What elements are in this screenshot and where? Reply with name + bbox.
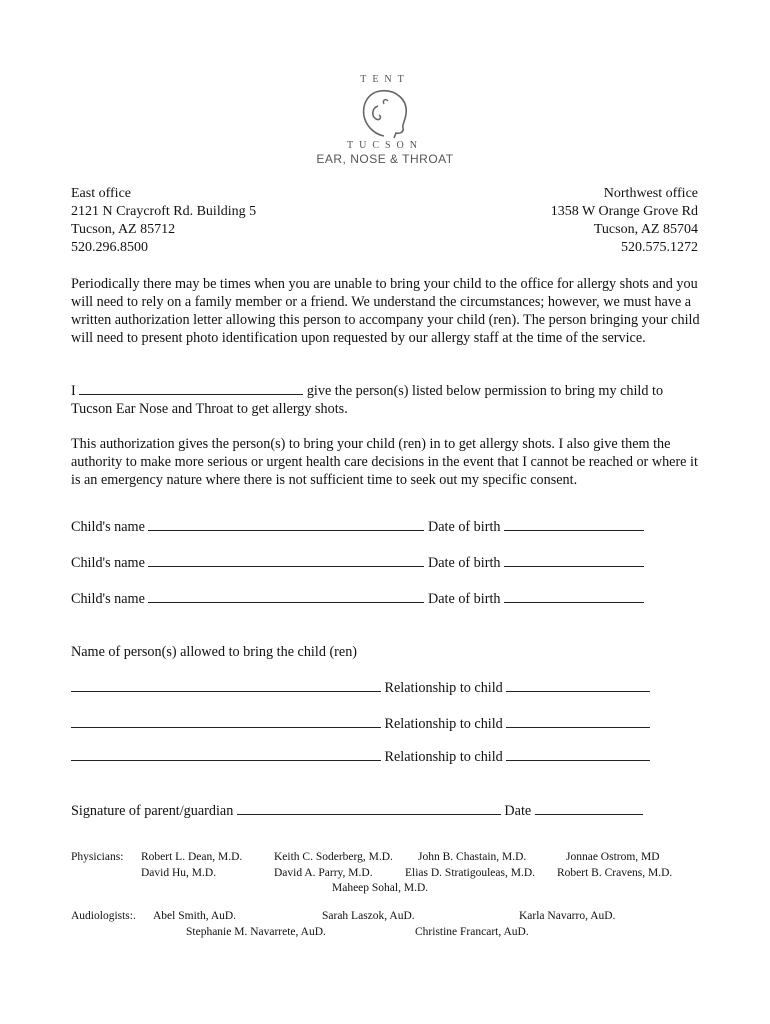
child-row-3 — [71, 590, 644, 608]
child-row-2 — [71, 554, 644, 572]
east-office-title: East office — [71, 186, 131, 201]
physician-name: David A. Parry, M.D. — [274, 867, 373, 879]
dob-field[interactable] — [504, 590, 644, 603]
logo-name: EAR, NOSE & THROAT — [316, 152, 454, 166]
person-name-field[interactable] — [71, 679, 381, 692]
tent-logo — [300, 74, 470, 166]
person-row-3 — [71, 748, 650, 766]
dob-field[interactable] — [504, 518, 644, 531]
person-name-field[interactable] — [71, 715, 381, 728]
dob-label: Date of birth — [427, 519, 501, 535]
dob-field[interactable] — [504, 554, 644, 567]
dob-label: Date of birth — [427, 555, 501, 571]
authority-paragraph: This authorization gives the person(s) to bring your child (ren) in to get allergy shots. I also give them the authority to make more serious or urgent health care decisions in the event that I cannot be reached or where it is an emergency nature where there is not sufficient time to seek out my specific consent. — [71, 436, 698, 488]
audiologist-name: Abel Smith, AuD. — [153, 910, 237, 922]
audiologist-name: Christine Francart, AuD. — [415, 926, 529, 938]
signature-date-field[interactable] — [535, 802, 643, 815]
east-office-street: 2121 N Craycroft Rd. Building 5 — [71, 204, 257, 219]
physician-name: John B. Chastain, M.D. — [418, 851, 527, 863]
relationship-field[interactable] — [506, 715, 650, 728]
northwest-office-city: Tucson, AZ 85704 — [593, 222, 698, 237]
physician-name: Keith C. Soderberg, M.D. — [274, 851, 393, 863]
person-name-field[interactable] — [71, 748, 381, 761]
audiologists-label: Audiologists:. — [71, 910, 136, 922]
physician-name: Robert B. Cravens, M.D. — [557, 867, 673, 879]
permission-suffix: give the person(s) listed below permission to bring my child to — [306, 383, 664, 399]
audiologist-name: Stephanie M. Navarrete, AuD. — [186, 926, 326, 938]
relationship-field[interactable] — [506, 679, 650, 692]
logo-city: TUCSON — [346, 140, 423, 151]
relationship-label: Relationship to child — [384, 716, 503, 732]
relationship-label: Relationship to child — [384, 749, 503, 765]
physician-name: Maheep Sohal, M.D. — [332, 882, 429, 894]
child-name-label: Child's name — [71, 555, 145, 571]
child-name-field[interactable] — [148, 590, 424, 603]
northwest-office-phone: 520.575.1272 — [621, 240, 698, 255]
relationship-field[interactable] — [506, 748, 650, 761]
relationship-label: Relationship to child — [384, 680, 503, 696]
date-label: Date — [504, 803, 532, 819]
signature-label: Signature of parent/guardian — [71, 803, 234, 819]
person-row-2 — [71, 715, 650, 733]
audiologist-name: Sarah Laszok, AuD. — [322, 910, 415, 922]
guardian-name-field[interactable] — [79, 382, 303, 395]
intro-paragraph: Periodically there may be times when you are unable to bring your child to the office for allergy shots and you will need to rely on a family member or a friend. We understand the circumstances; however, we must have a written authorization letter allowing this person to accompany your child (ren). The person bringing your child will need to present photo identification upon requested by our allergy staff at the time of the service. — [71, 276, 700, 346]
east-office-city: Tucson, AZ 85712 — [71, 222, 176, 237]
person-row-1 — [71, 679, 650, 697]
signature-field[interactable] — [237, 802, 501, 815]
physician-name: David Hu, M.D. — [141, 867, 217, 879]
audiologist-name: Karla Navarro, AuD. — [519, 910, 616, 922]
physicians-label: Physicians: — [71, 851, 124, 863]
physician-name: Jonnae Ostrom, MD — [566, 851, 660, 863]
logo-top-text: TENT — [360, 74, 410, 85]
child-name-label: Child's name — [71, 591, 145, 607]
east-office-address — [71, 185, 256, 257]
child-name-field[interactable] — [148, 554, 424, 567]
dob-label: Date of birth — [427, 591, 501, 607]
northwest-office-street: 1358 W Orange Grove Rd — [550, 204, 698, 219]
signature-row — [71, 802, 643, 820]
face-profile-icon — [358, 88, 412, 140]
physician-name: Robert L. Dean, M.D. — [141, 851, 243, 863]
permission-paragraph — [71, 382, 701, 418]
persons-section-title: Name of person(s) allowed to bring the child (ren) — [71, 644, 358, 660]
northwest-office-address — [551, 185, 698, 257]
northwest-office-title: Northwest office — [603, 186, 698, 201]
physician-name: Elias D. Stratigouleas, M.D. — [405, 867, 535, 879]
permission-prefix: I — [71, 383, 76, 399]
east-office-phone: 520.296.8500 — [71, 240, 148, 255]
permission-line2: Tucson Ear Nose and Throat to get allergy shots. — [71, 401, 348, 417]
child-name-label: Child's name — [71, 519, 145, 535]
child-row-1 — [71, 518, 644, 536]
child-name-field[interactable] — [148, 518, 424, 531]
